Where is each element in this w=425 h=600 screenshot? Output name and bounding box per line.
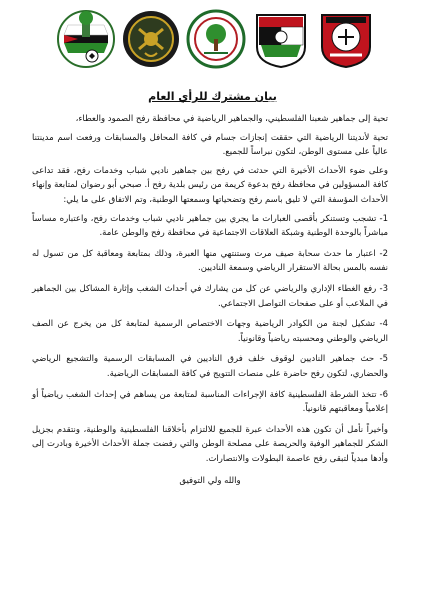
intro-paragraph: وعلى ضوء الأحداث الأخيرة التي حدثت في رفح بين جماهير ناديي شباب وخدمات رفح، فقد تداعى كافة المسؤولين في محافظة رفح بدعوة كريمة من رئيس بلدية رفح أ. صبحي أبو رضوان لمتابعة وإنهاء الأحداث المؤسفة التي لا تليق باسم رفح وتضحياتها وسمعتها الوطنية، وتم الاتفاق على ما يلي:	[32, 165, 388, 205]
national-security-forces-logo	[121, 9, 181, 69]
statement-body	[32, 112, 388, 493]
closing-line: والله ولي التوفيق	[179, 476, 241, 487]
list-item: 4- تشكيل لجنة من الكوادر الرياضية وجهات الاختصاص الرسمية لمتابعة كل من يخرج عن الصف الرياضي والوطني ومحسبته رياضياً وقانونياً.	[32, 319, 388, 344]
greeting-paragraph: تحية إلى جماهير شعبنا الفلسطيني، والجماهير الرياضية في محافظة رفح الصمود والعطاء،	[75, 114, 388, 124]
shabab-rafah-club-logo	[251, 9, 311, 69]
palestinian-football-association-jerusalem-logo	[56, 9, 116, 69]
khadamat-rafah-club-logo	[316, 9, 376, 69]
page-title: بيان مشترك للرأي العام	[148, 90, 277, 103]
list-item: 5- حث جماهير الناديين لوقوف خلف فرق الناديين في المسابقات الرسمية والتشجيع الرياضي والحضاري، لتكون رفح حاضرة على منصات التتويج في كافة المسابقات الرياضية.	[32, 354, 388, 379]
greeting-paragraph: تحية لأنديتنا الرياضية التي حققت إنجازات جسام في كافة المحافل والمسابقات ورفعت اسم مدينتنا عالياً على مستوى الوطن، لتكون نبراساً للجميع.	[32, 132, 388, 158]
list-item: 2- اعتبار ما حدث سحابة صيف مرت وستنتهي منها العبرة، وذلك بمتابعة ومعاقبة كل من تسول له نفسه بالمس بحالة الاستقرار الرياضي وسمعة الناديين.	[32, 248, 388, 274]
green-circle-club-logo	[186, 9, 246, 69]
conclusion-paragraph: وأخيراً نأمل أن تكون هذه الأحداث عبرة للجميع للالتزام بأخلاقنا الفلسطينية والوطنية، ونتقدم بجزيل الشكر للجماهير الوفية والحريصة على مصلحة الوطن والتي رفضت جملة الأحداث الأخيرة وبادرت إلى وأدها مبدياً لتبقى رفح عاصمة البطولات والانتصارات.	[32, 424, 388, 464]
logo-row	[56, 6, 376, 72]
list-item: 6- تتخذ الشرطة الفلسطينية كافة الإجراءات المناسبة لمتابعة من يساهم في إحداث الشغب رياضياً أو إعلامياً ومعاقبتهم قانونياً.	[32, 389, 388, 415]
list-item: 1- تشجب وتستنكر بأقصى العبارات ما يجري بين جماهير ناديي شباب وخدمات رفح، واعتباره مساساً مباشراً بالوحدة الوطنية وشبكة العلاقات الاجتماعية في محافظة رفح والوطن عامة.	[32, 213, 388, 239]
list-item: 3- رفع الغطاء الإداري والرياضي عن كل من يشارك في أحداث الشغب وإثارة المشاكل بين الجماهير في الملاعب أو على صفحات التواصل الاجتماعي.	[32, 283, 388, 309]
